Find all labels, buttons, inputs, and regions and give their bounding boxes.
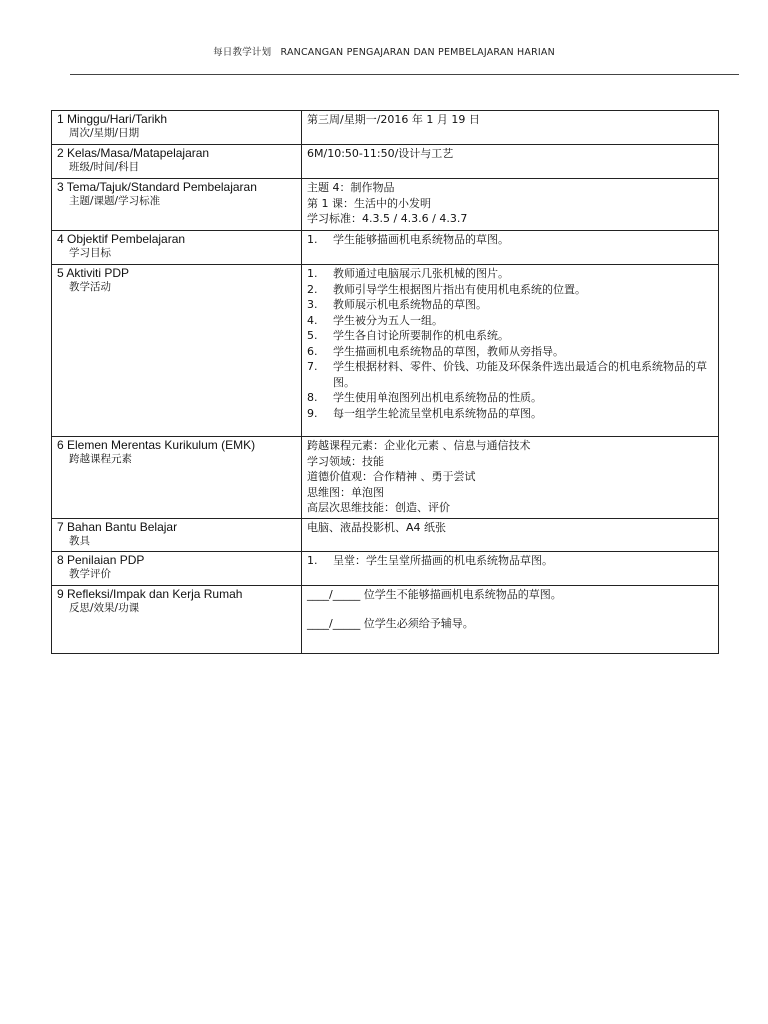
label-zh: 教学评价	[69, 568, 111, 580]
table-row	[52, 437, 719, 519]
label-ms: 7 Bahan Bantu Belajar	[57, 520, 178, 534]
row-value	[302, 179, 719, 231]
label-zh: 跨越课程元素	[69, 453, 132, 465]
value-line: 第 1 课：生活中的小发明	[307, 196, 431, 210]
value-line: 学习领域：技能	[307, 454, 384, 468]
row-label	[52, 552, 302, 586]
value-line: 电脑、液晶投影机、A4 纸张	[307, 521, 447, 534]
assessment-list	[307, 553, 714, 569]
list-item: 4. 学生被分为五人一组。	[307, 313, 443, 327]
label-zh: 周次/星期/日期	[69, 127, 140, 139]
value-line: 学习标准：4.3.5 / 4.3.6 / 4.3.7	[307, 212, 468, 225]
row-value	[302, 145, 719, 179]
label-zh: 教具	[69, 535, 90, 547]
row-label	[52, 231, 302, 265]
table-row	[52, 179, 719, 231]
row-label	[52, 586, 302, 654]
row-value	[302, 231, 719, 265]
list-item: 1. 呈堂：学生呈堂所描画的机电系统物品草图。	[307, 554, 553, 567]
row-label	[52, 179, 302, 231]
row-label	[52, 519, 302, 552]
spacer	[307, 602, 714, 616]
objective-list	[307, 232, 714, 248]
label-ms: 4 Objektif Pembelajaran	[57, 232, 186, 246]
table-row	[52, 231, 719, 265]
label-zh: 教学活动	[69, 281, 111, 293]
list-item: 5. 学生各自讨论所要制作的机电系统。	[307, 329, 509, 342]
label-ms: 2 Kelas/Masa/Matapelajaran	[57, 146, 210, 160]
label-ms: 1 Minggu/Hari/Tarikh	[57, 112, 168, 126]
value-line: 高层次思维技能：创造、评价	[307, 501, 450, 514]
list-item: 7. 学生根据材料、零件、价钱、功能及环保条件选出最适合的机电系统物品的草图。	[307, 360, 707, 389]
table-row	[52, 519, 719, 552]
row-value	[302, 437, 719, 519]
label-zh: 学习目标	[69, 247, 111, 259]
row-label	[52, 111, 302, 145]
label-ms: 6 Elemen Merentas Kurikulum (EMK)	[57, 438, 256, 452]
label-zh: 班级/时间/科目	[69, 161, 140, 173]
list-item: 9. 每一组学生轮流呈堂机电系统物品的草图。	[307, 406, 542, 420]
value-line: 主题 4：制作物品	[307, 181, 395, 194]
row-label	[52, 437, 302, 519]
label-ms: 3 Tema/Tajuk/Standard Pembelajaran	[57, 180, 257, 194]
label-ms: 8 Penilaian PDP	[57, 553, 145, 567]
table-row	[52, 552, 719, 586]
list-item: 8. 学生使用单泡图列出机电系统物品的性质。	[307, 391, 542, 404]
value-line: 道德价值观：合作精神 、勇于尝试	[307, 470, 476, 483]
header-title-zh: 每日教学计划	[213, 47, 272, 58]
lesson-plan-table	[51, 110, 719, 654]
table-row	[52, 265, 719, 437]
row-label	[52, 145, 302, 179]
value-line: 6M/10:50-11:50/设计与工艺	[307, 147, 454, 160]
list-item: 2. 教师引导学生根据图片指出有使用机电系统的位置。	[307, 282, 586, 296]
table-row	[52, 111, 719, 145]
header-divider	[70, 74, 739, 75]
table-row	[52, 145, 719, 179]
table-row	[52, 586, 719, 654]
row-value	[302, 519, 719, 552]
row-value	[302, 552, 719, 586]
list-item: 1. 教师通过电脑展示几张机械的图片。	[307, 267, 509, 280]
value-line: 思维图：单泡图	[307, 485, 384, 499]
value-line: 跨越课程元素：企业化元素 、信息与通信技术	[307, 439, 531, 452]
reflection-line: ____/_____ 位学生不能够描画机电系统物品的草图。	[307, 588, 562, 601]
activity-list	[307, 266, 714, 421]
list-item: 6. 学生描画机电系统物品的草图，教师从旁指导。	[307, 344, 564, 358]
row-value	[302, 586, 719, 654]
value-line: 第三周/星期一/2016 年 1 月 19 日	[307, 113, 480, 126]
label-zh: 主题/课题/学习标准	[69, 195, 161, 207]
list-item: 3. 教师展示机电系统物品的草图。	[307, 298, 487, 311]
label-zh: 反思/效果/功课	[69, 602, 140, 614]
header-title-ms: RANCANGAN PENGAJARAN DAN PEMBELAJARAN HARIAN	[280, 47, 555, 58]
page-header	[0, 44, 768, 58]
row-value	[302, 265, 719, 437]
row-label	[52, 265, 302, 437]
reflection-line: ____/_____ 位学生必须给予辅导。	[307, 617, 474, 630]
label-ms: 9 Refleksi/Impak dan Kerja Rumah	[57, 587, 243, 601]
label-ms: 5 Aktiviti PDP	[57, 266, 130, 280]
list-item: 1. 学生能够描画机电系统物品的草图。	[307, 233, 509, 246]
row-value	[302, 111, 719, 145]
